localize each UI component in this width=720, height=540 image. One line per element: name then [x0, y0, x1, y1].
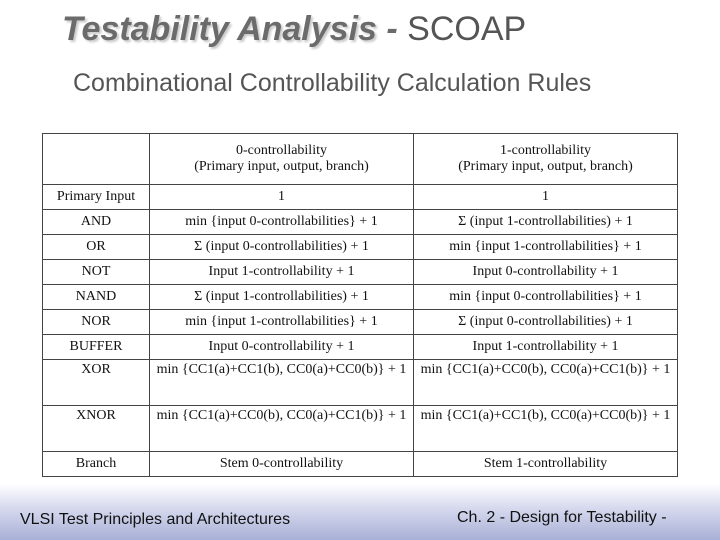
cc1-rule: min {input 0-controllabilities} + 1 [414, 285, 678, 310]
footer-course-title: VLSI Test Principles and Architectures [20, 511, 291, 528]
table-row [43, 406, 678, 452]
gate-name: NAND [43, 285, 150, 310]
header-1-title: 1-controllability [500, 143, 591, 158]
table-row [43, 235, 678, 260]
table-row [43, 452, 678, 477]
gate-name: NOR [43, 310, 150, 335]
gate-name: XOR [43, 360, 150, 406]
table-header-row [43, 134, 678, 185]
cc1-rule: min {CC1(a)+CC1(b), CC0(a)+CC0(b)} + 1 [414, 406, 678, 452]
cc0-rule: min {CC1(a)+CC1(b), CC0(a)+CC0(b)} + 1 [150, 360, 414, 406]
header-1-controllability [414, 134, 678, 185]
cc0-rule: min {input 0-controllabilities} + 1 [150, 210, 414, 235]
header-0-title: 0-controllability [236, 143, 327, 158]
header-1-note: (Primary input, output, branch) [458, 159, 633, 174]
header-0-note: (Primary input, output, branch) [194, 159, 369, 174]
gate-name: OR [43, 235, 150, 260]
cc0-rule: Stem 0-controllability [150, 452, 414, 477]
cc1-rule: Σ (input 0-controllabilities) + 1 [414, 310, 678, 335]
cc1-rule: Input 0-controllability + 1 [414, 260, 678, 285]
table-row [43, 210, 678, 235]
title-main: Testability Analysis [62, 10, 377, 48]
gate-name: Branch [43, 452, 150, 477]
cc1-rule: Stem 1-controllability [414, 452, 678, 477]
title-sub: SCOAP [407, 10, 527, 48]
gate-name: XNOR [43, 406, 150, 452]
cc0-rule: min {CC1(a)+CC0(b), CC0(a)+CC1(b)} + 1 [150, 406, 414, 452]
cc0-rule: Input 1-controllability + 1 [150, 260, 414, 285]
table-row [43, 285, 678, 310]
cc0-rule: min {input 1-controllabilities} + 1 [150, 310, 414, 335]
footer-chapter: Ch. 2 - Design for Testability - [457, 509, 667, 526]
cc0-rule: 1 [150, 185, 414, 210]
cc0-rule: Input 0-controllability + 1 [150, 335, 414, 360]
cc1-rule: Σ (input 1-controllabilities) + 1 [414, 210, 678, 235]
cc0-rule: Σ (input 0-controllabilities) + 1 [150, 235, 414, 260]
table-row [43, 260, 678, 285]
cc1-rule: min {CC1(a)+CC0(b), CC0(a)+CC1(b)} + 1 [414, 360, 678, 406]
table-row [43, 185, 678, 210]
slide-title [62, 10, 526, 49]
cc0-rule: Σ (input 1-controllabilities) + 1 [150, 285, 414, 310]
header-empty-cell [43, 134, 150, 185]
gate-name: Primary Input [43, 185, 150, 210]
slide-subtitle: Combinational Controllability Calculation Rules [73, 69, 592, 97]
header-0-controllability [150, 134, 414, 185]
cc1-rule: Input 1-controllability + 1 [414, 335, 678, 360]
title-separator: - [376, 10, 408, 48]
cc1-rule: 1 [414, 185, 678, 210]
table-row [43, 335, 678, 360]
table-row [43, 360, 678, 406]
controllability-rules-table [42, 133, 678, 477]
gate-name: NOT [43, 260, 150, 285]
gate-name: BUFFER [43, 335, 150, 360]
table-row [43, 310, 678, 335]
cc1-rule: min {input 1-controllabilities} + 1 [414, 235, 678, 260]
gate-name: AND [43, 210, 150, 235]
